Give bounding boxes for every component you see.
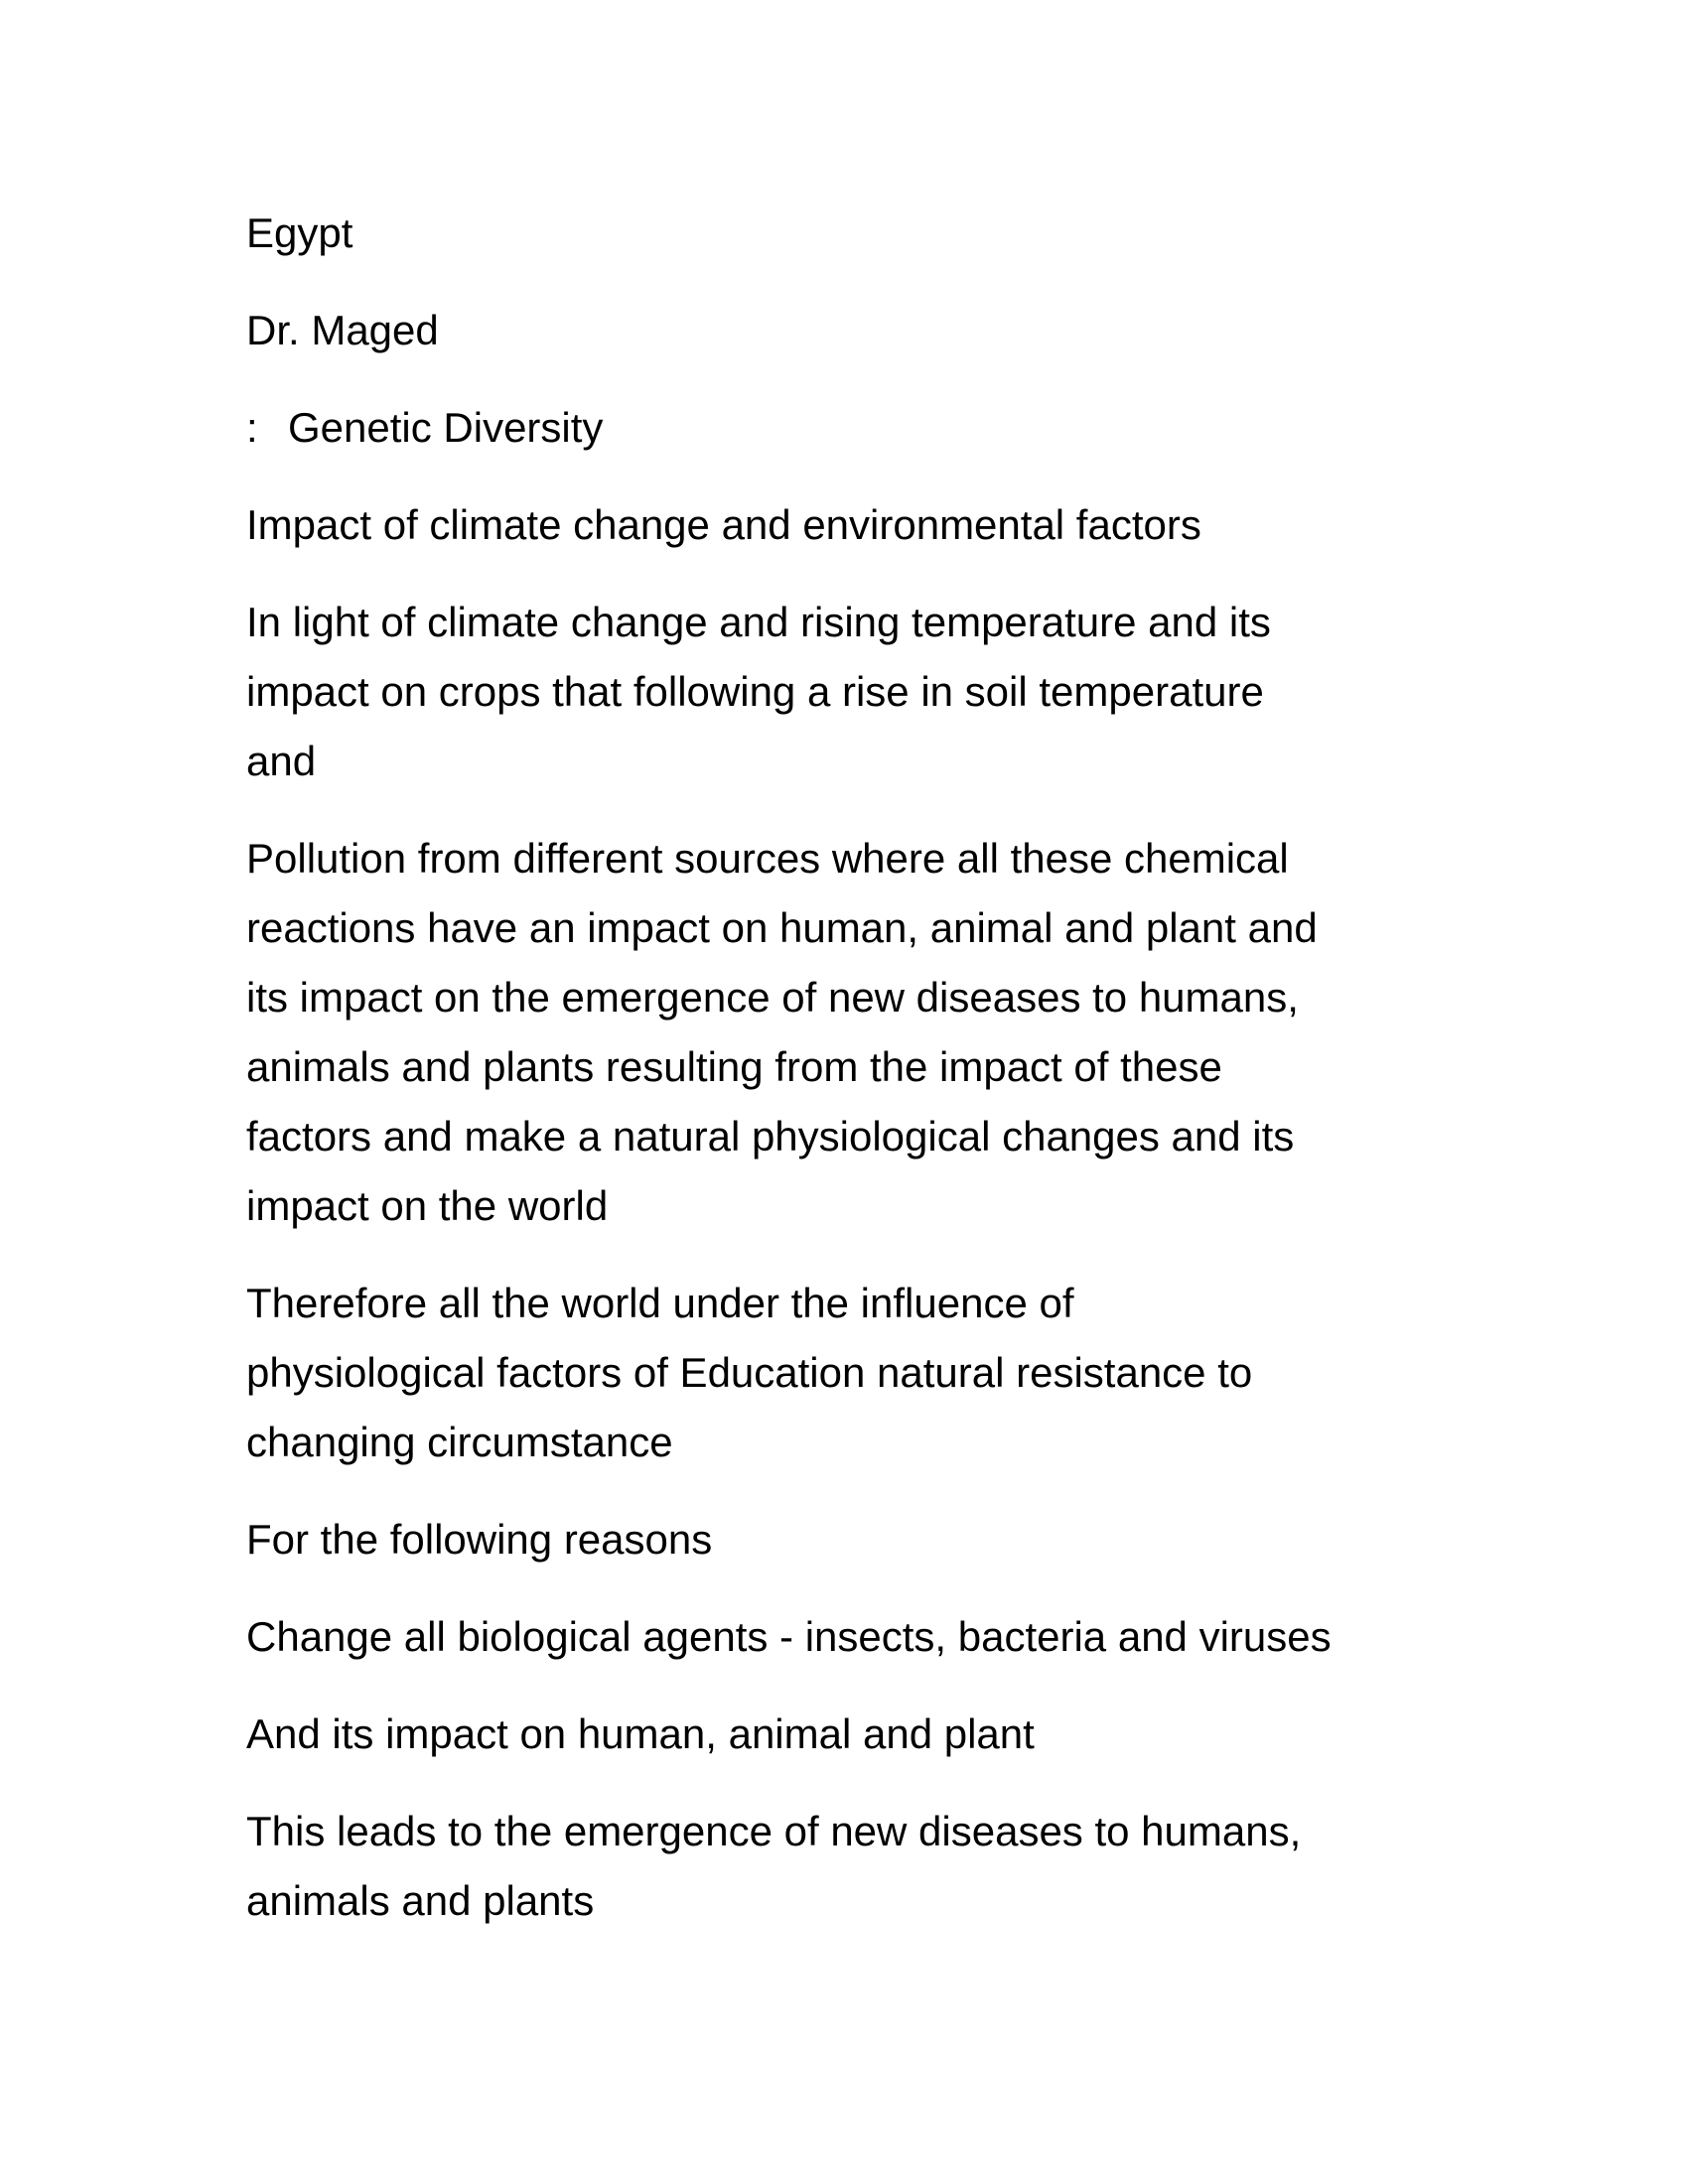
paragraph-line: Therefore all the world under the influence of — [246, 1280, 1074, 1326]
subtitle — [246, 490, 1438, 560]
paragraph-climate — [246, 588, 1438, 796]
paragraph-line: factors and make a natural physiological changes and its — [246, 1113, 1295, 1160]
heading-topic-prefix: : — [246, 404, 258, 451]
paragraph-line: its impact on the emergence of new diseases to humans, — [246, 974, 1299, 1021]
paragraph-line: impact on the world — [246, 1182, 609, 1229]
heading-topic-text: Genetic Diversity — [288, 404, 604, 451]
paragraph-conclusion — [246, 1797, 1438, 1936]
reason-item — [246, 1602, 1438, 1672]
paragraph-therefore — [246, 1269, 1438, 1477]
subtitle-text: Impact of climate change and environmental factors — [246, 501, 1201, 548]
paragraph-line: and — [246, 738, 317, 784]
paragraph-line: impact on crops that following a rise in soil temperature — [246, 668, 1264, 715]
paragraph-pollution — [246, 824, 1438, 1241]
heading-country-text: Egypt — [246, 209, 353, 256]
reason-text: Change all biological agents - insects, bacteria and viruses — [246, 1613, 1332, 1660]
paragraph-line: In light of climate change and rising temperature and its — [246, 599, 1271, 645]
reason-text: And its impact on human, animal and plant — [246, 1710, 1035, 1757]
heading-country — [246, 199, 1438, 268]
reason-item — [246, 1700, 1438, 1769]
paragraph-line: reactions have an impact on human, animal and plant and — [246, 904, 1318, 951]
document-body — [246, 199, 1438, 1964]
reasons-intro — [246, 1505, 1438, 1574]
paragraph-line: physiological factors of Education natural resistance to — [246, 1349, 1253, 1396]
paragraph-line: This leads to the emergence of new diseases to humans, — [246, 1808, 1302, 1854]
heading-author — [246, 296, 1438, 365]
heading-author-text: Dr. Maged — [246, 307, 439, 353]
reasons-intro-text: For the following reasons — [246, 1516, 713, 1563]
paragraph-line: changing circumstance — [246, 1419, 673, 1465]
paragraph-line: Pollution from different sources where all these chemical — [246, 835, 1289, 882]
paragraph-line: animals and plants resulting from the impact of these — [246, 1043, 1222, 1090]
paragraph-line: animals and plants — [246, 1877, 595, 1924]
heading-topic — [246, 393, 1438, 463]
